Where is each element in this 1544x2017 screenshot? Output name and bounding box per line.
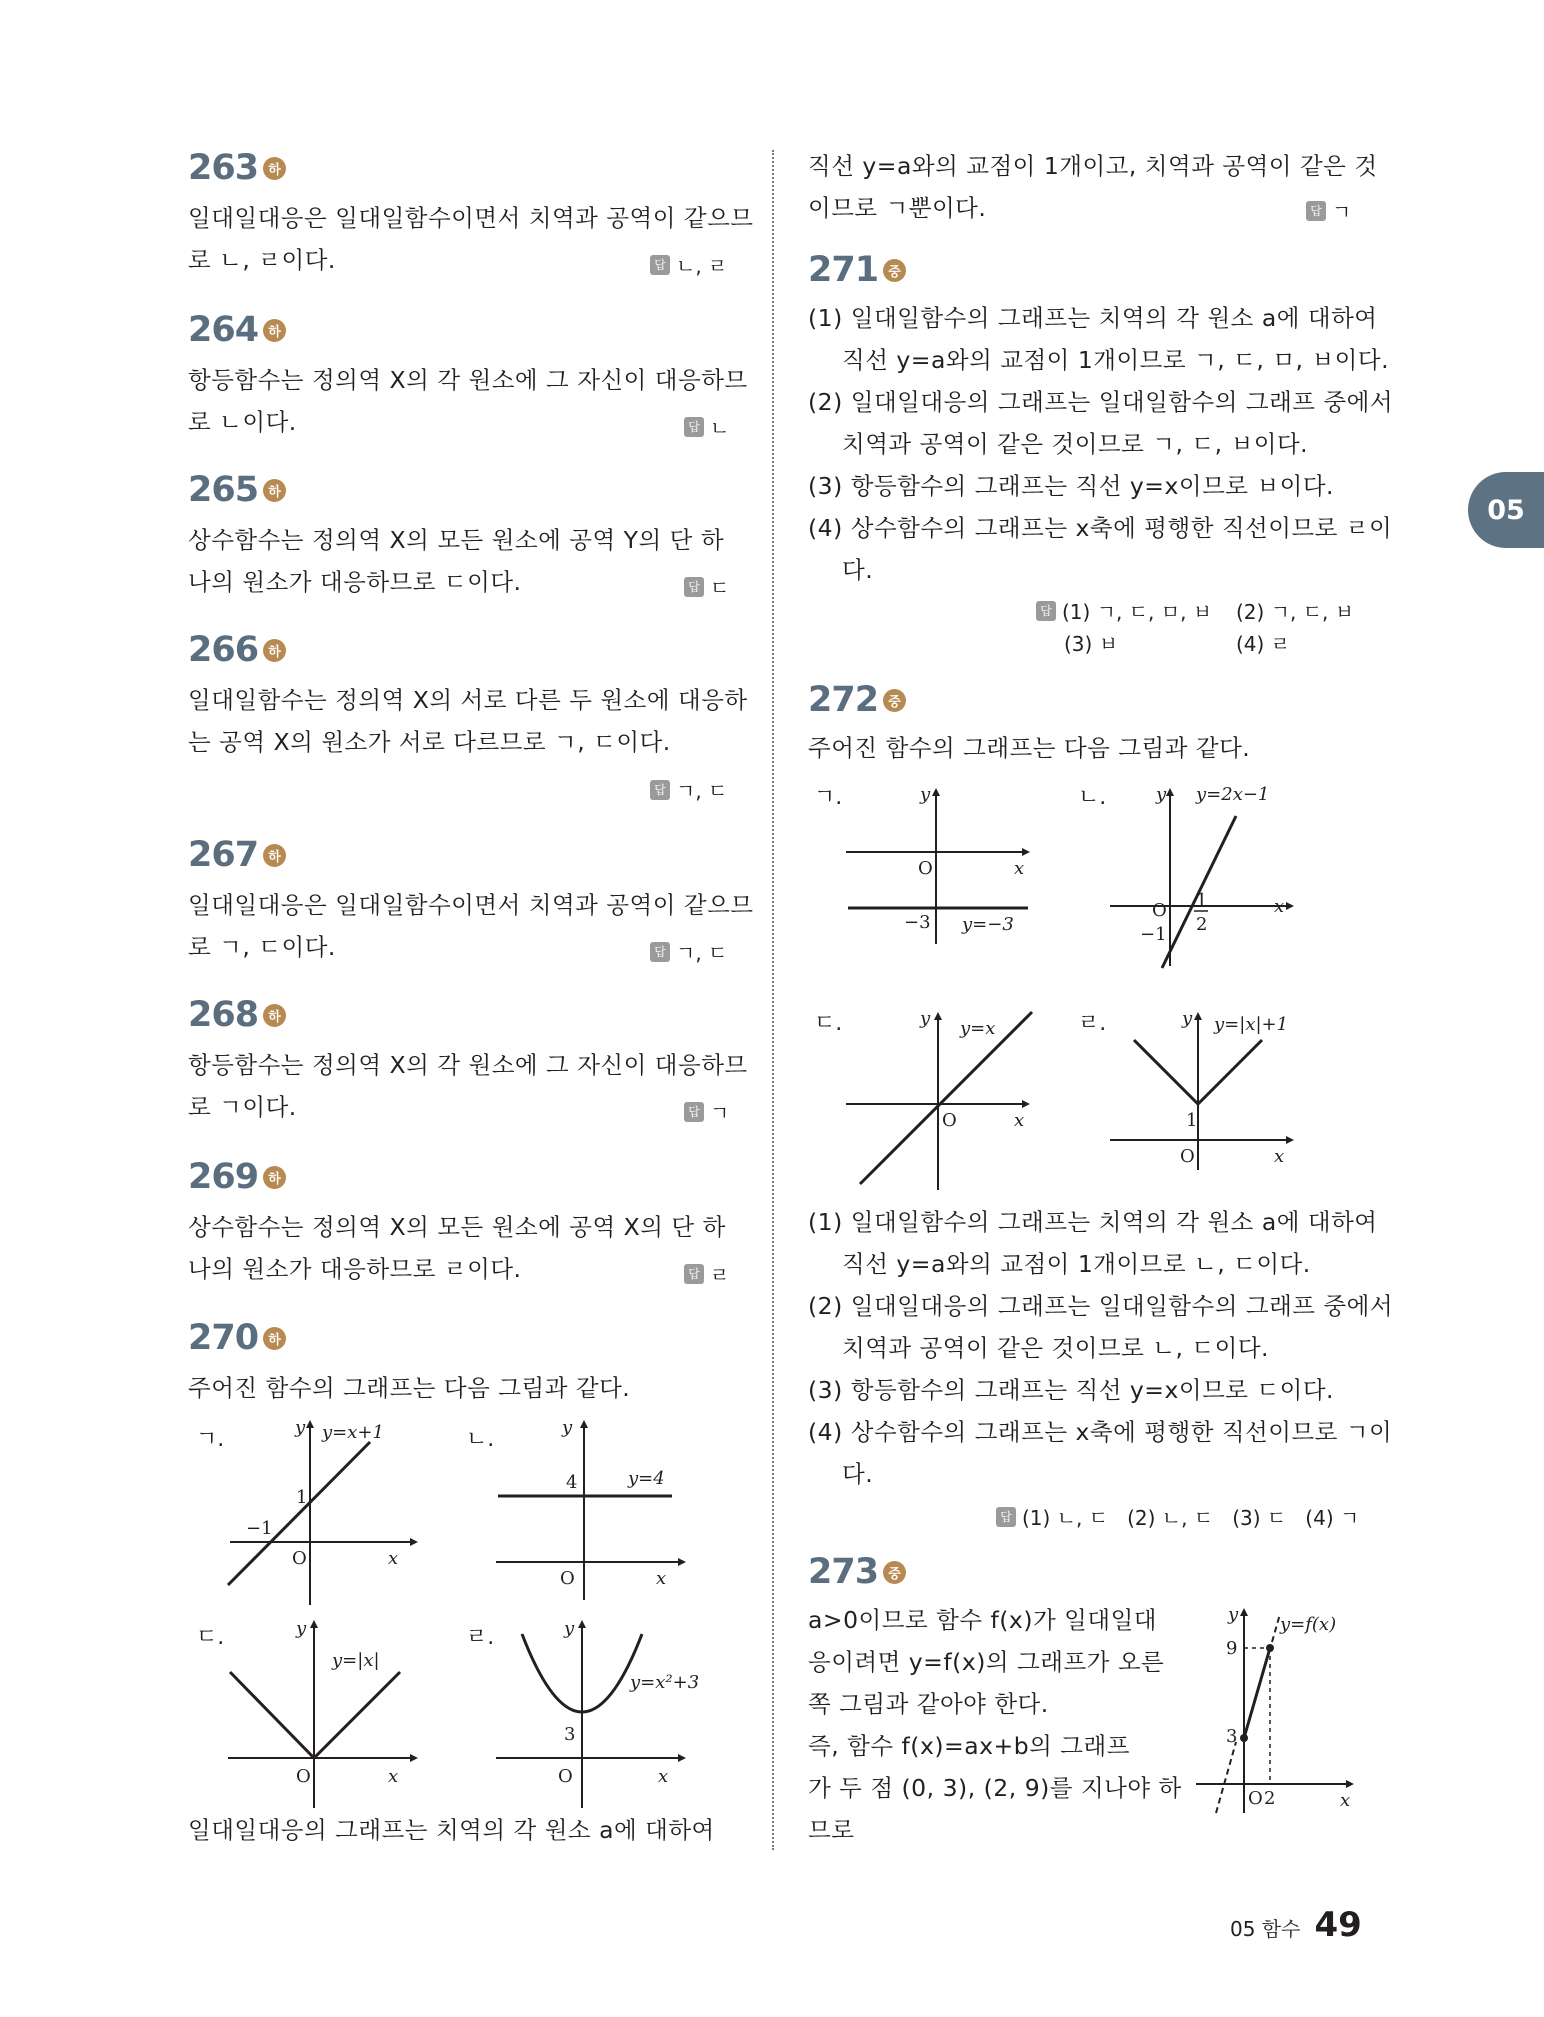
y-label: y — [1156, 784, 1167, 805]
answer-text: ㄱ, ㄷ — [676, 779, 728, 803]
solution-line: 일대일대응의 그래프는 치역의 각 원소 a에 대하여 — [188, 1816, 715, 1844]
solution-line: (4) 상수함수의 그래프는 x축에 평행한 직선이므로 ㄱ이 — [808, 1418, 1393, 1446]
answer — [1306, 196, 1351, 225]
answer-text: ㄴ, ㄹ — [676, 254, 728, 278]
problem-number-text: 273 — [808, 1552, 879, 1592]
point — [1240, 1734, 1248, 1742]
x-axis-arrow — [410, 1538, 418, 1546]
problem-number — [188, 1157, 286, 1197]
solution-line: 주어진 함수의 그래프는 다음 그림과 같다. — [188, 1374, 631, 1402]
problem-number-text: 265 — [188, 470, 259, 510]
solution-line: 다. — [842, 1460, 874, 1488]
tick-label: 2 — [1264, 1788, 1276, 1809]
x-label: x — [1014, 858, 1025, 879]
y-axis-arrow — [1240, 1608, 1248, 1616]
y-axis-arrow — [932, 788, 940, 796]
answer-text: ㄴ — [710, 416, 730, 440]
page-number: 49 — [1314, 1905, 1362, 1945]
answer-text: (1) ㄴ, ㄷ (2) ㄴ, ㄷ (3) ㄷ (4) ㄱ — [1022, 1506, 1360, 1530]
problem-number — [808, 250, 906, 290]
graph-272-a — [846, 784, 1036, 948]
solution-line: 이므로 ㄱ뿐이다. — [808, 194, 987, 222]
problem-number-text: 270 — [188, 1318, 259, 1358]
y-axis-arrow — [310, 1620, 318, 1628]
solution-line: 상수함수는 정의역 X의 모든 원소에 공역 X의 단 하 — [188, 1213, 726, 1241]
x-label: x — [1340, 1790, 1351, 1811]
tick-label: 3 — [564, 1724, 576, 1745]
x-label: x — [388, 1548, 399, 1569]
origin-label: O — [1180, 1146, 1195, 1167]
origin-label: O — [296, 1766, 311, 1787]
tick-label: 3 — [1226, 1726, 1238, 1747]
level-badge: 중 — [883, 689, 906, 712]
answer — [684, 412, 729, 441]
dashed-extension — [1272, 1614, 1280, 1642]
tick-label: 1 — [1186, 1110, 1198, 1131]
problem-number — [188, 1318, 286, 1358]
x-axis-arrow — [678, 1754, 686, 1762]
column-divider — [772, 150, 774, 1850]
solution-line: 로 ㄴ이다. — [188, 408, 297, 436]
answer-mark: 답 — [684, 1264, 704, 1284]
tick-label: −3 — [904, 912, 931, 933]
solution-line: 가 두 점 (0, 3), (2, 9)를 지나야 하 — [808, 1774, 1182, 1802]
answer-text: (4) ㄹ — [1236, 632, 1291, 656]
level-badge: 중 — [883, 259, 906, 282]
x-label: x — [658, 1766, 669, 1787]
y-label: y — [1228, 1604, 1239, 1625]
solution-line: 항등함수는 정의역 X의 각 원소에 그 자신이 대응하므 — [188, 366, 748, 394]
function-label: y=2x−1 — [1196, 784, 1270, 805]
problem-number — [188, 835, 286, 875]
y-axis-arrow — [306, 1420, 314, 1428]
graph-270-c — [220, 1620, 420, 1820]
solution-line: 는 공역 X의 원소가 서로 다르므로 ㄱ, ㄷ이다. — [188, 728, 671, 756]
graph-mark: ㄷ. — [814, 1011, 843, 1036]
answer — [996, 1502, 1359, 1531]
answer — [650, 937, 727, 966]
level-badge: 하 — [263, 844, 286, 867]
solution-line: 직선 y=a와의 교점이 1개이므로 ㄱ, ㄷ, ㅁ, ㅂ이다. — [842, 346, 1390, 374]
answer — [1064, 628, 1118, 657]
solution-line: 치역과 공역이 같은 것이므로 ㄱ, ㄷ, ㅂ이다. — [842, 430, 1309, 458]
answer-mark: 답 — [684, 577, 704, 597]
solution-line: (4) 상수함수의 그래프는 x축에 평행한 직선이므로 ㄹ이 — [808, 514, 1393, 542]
answer — [650, 775, 727, 804]
tick-label: 2 — [1196, 914, 1208, 935]
graph-272-d — [1110, 1008, 1300, 1172]
solution-line: 다. — [842, 556, 874, 584]
problem-number — [188, 148, 286, 188]
y-label: y — [1182, 1008, 1193, 1029]
problem-number — [188, 470, 286, 510]
answer-text: ㄱ — [710, 1101, 730, 1125]
x-label: x — [388, 1766, 399, 1787]
answer-mark: 답 — [1036, 601, 1056, 621]
problem-number-text: 271 — [808, 250, 879, 290]
graph-272-c — [846, 1008, 1036, 1192]
function-label: y=x+1 — [322, 1422, 384, 1443]
answer — [1036, 596, 1212, 625]
problem-number — [808, 680, 906, 720]
x-axis-arrow — [1346, 1780, 1354, 1788]
graph-270-b — [496, 1417, 686, 1610]
level-badge: 하 — [263, 479, 286, 502]
solution-line: 쪽 그림과 같아야 한다. — [808, 1690, 1049, 1718]
x-label: x — [1274, 1146, 1285, 1167]
origin-label: O — [558, 1766, 573, 1787]
problem-number-text: 269 — [188, 1157, 259, 1197]
level-badge: 하 — [263, 1004, 286, 1027]
function-label: y=x²+3 — [630, 1672, 700, 1693]
graph-272-b — [1110, 784, 1300, 968]
solution-line: 항등함수는 정의역 X의 각 원소에 그 자신이 대응하므 — [188, 1051, 748, 1079]
problem-number — [808, 1552, 906, 1592]
function-label: y=|x|+1 — [1214, 1014, 1289, 1035]
x-axis-arrow — [1022, 1100, 1030, 1108]
solution-line: (1) 일대일함수의 그래프는 치역의 각 원소 a에 대하여 — [808, 1208, 1378, 1236]
answer-text: (2) ㄱ, ㄷ, ㅂ — [1236, 600, 1355, 624]
function-label: y=x — [960, 1018, 996, 1039]
origin-label: O — [292, 1548, 307, 1569]
y-axis-arrow — [1194, 1012, 1202, 1020]
answer-mark: 답 — [1306, 201, 1326, 221]
solution-line: (3) 항등함수의 그래프는 직선 y=x이므로 ㄷ이다. — [808, 1376, 1335, 1404]
solution-line: 일대일함수는 정의역 X의 서로 다른 두 원소에 대응하 — [188, 686, 748, 714]
y-axis-arrow — [580, 1420, 588, 1428]
x-label: x — [656, 1568, 667, 1589]
graph-line — [860, 1012, 1032, 1184]
solution-line: 일대일대응은 일대일함수이면서 치역과 공역이 같으므 — [188, 204, 754, 232]
solution-line: 상수함수는 정의역 X의 모든 원소에 공역 Y의 단 하 — [188, 526, 725, 554]
answer-mark: 답 — [684, 417, 704, 437]
dashed-extension — [1216, 1742, 1236, 1813]
y-label: y — [562, 1417, 573, 1438]
y-axis-arrow — [934, 1012, 942, 1020]
answer-text: (1) ㄱ, ㄷ, ㅁ, ㅂ — [1062, 600, 1213, 624]
tick-label: 4 — [566, 1472, 578, 1493]
solution-line: (2) 일대일대응의 그래프는 일대일함수의 그래프 중에서 — [808, 388, 1394, 416]
solution-line: 주어진 함수의 그래프는 다음 그림과 같다. — [808, 734, 1251, 762]
origin-label: O — [1248, 1788, 1263, 1809]
answer — [1236, 596, 1354, 625]
level-badge: 중 — [883, 1561, 906, 1584]
problem-number-text: 272 — [808, 680, 879, 720]
problem-number-text: 263 — [188, 148, 259, 188]
graph-270-a — [220, 1417, 420, 1610]
y-label: y — [920, 784, 931, 805]
answer-mark: 답 — [650, 255, 670, 275]
origin-label: O — [560, 1568, 575, 1589]
answer — [684, 1259, 729, 1288]
tick-label: 9 — [1226, 1638, 1238, 1659]
y-label: y — [296, 1618, 307, 1639]
problem-number — [188, 310, 286, 350]
y-label: y — [920, 1008, 931, 1029]
solution-line: 나의 원소가 대응하므로 ㄹ이다. — [188, 1255, 522, 1283]
y-axis-arrow — [578, 1620, 586, 1628]
function-label: y=4 — [628, 1468, 665, 1489]
solution-line: 직선 y=a와의 교점이 1개이므로 ㄴ, ㄷ이다. — [842, 1250, 1311, 1278]
level-badge: 하 — [263, 1166, 286, 1189]
problem-number — [188, 995, 286, 1035]
solution-line: (3) 항등함수의 그래프는 직선 y=x이므로 ㅂ이다. — [808, 472, 1335, 500]
solution-line: (1) 일대일함수의 그래프는 치역의 각 원소 a에 대하여 — [808, 304, 1378, 332]
level-badge: 하 — [263, 157, 286, 180]
graph-segment — [1244, 1648, 1270, 1738]
tick-label: −1 — [1140, 924, 1167, 945]
x-axis-arrow — [1022, 848, 1030, 856]
solution-line: 일대일대응은 일대일함수이면서 치역과 공역이 같으므 — [188, 891, 754, 919]
graph-mark: ㄴ. — [466, 1427, 495, 1452]
solution-line: 나의 원소가 대응하므로 ㄷ이다. — [188, 568, 522, 596]
graph-mark: ㄹ. — [1078, 1011, 1107, 1036]
y-axis-arrow — [1166, 788, 1174, 796]
point — [1266, 1644, 1274, 1652]
level-badge: 하 — [263, 1327, 286, 1350]
tick-label: −1 — [246, 1518, 273, 1539]
x-axis-arrow — [410, 1754, 418, 1762]
answer-text: ㄹ — [710, 1263, 730, 1287]
solution-line: a>0이므로 함수 f(x)가 일대일대 — [808, 1606, 1157, 1634]
graph-mark: ㄹ. — [466, 1625, 495, 1650]
solution-line: (2) 일대일대응의 그래프는 일대일함수의 그래프 중에서 — [808, 1292, 1394, 1320]
solution-line: 로 ㄱ, ㄷ이다. — [188, 933, 336, 961]
answer-mark: 답 — [996, 1507, 1016, 1527]
problem-number-text: 266 — [188, 630, 259, 670]
answer — [650, 250, 727, 279]
answer — [684, 572, 729, 601]
origin-label: O — [942, 1110, 957, 1131]
y-label: y — [564, 1618, 575, 1639]
graph-mark: ㄷ. — [196, 1625, 225, 1650]
answer-mark: 답 — [684, 1102, 704, 1122]
function-label: y=f(x) — [1280, 1614, 1337, 1635]
level-badge: 하 — [263, 639, 286, 662]
answer-text: ㄱ, ㄷ — [676, 941, 728, 965]
tick-label: 1 — [1196, 890, 1208, 911]
solution-line: 치역과 공역이 같은 것이므로 ㄴ, ㄷ이다. — [842, 1334, 1270, 1362]
solution-line: 응이려면 y=f(x)의 그래프가 오른 — [808, 1648, 1165, 1676]
problem-number — [188, 630, 286, 670]
answer — [1236, 628, 1290, 657]
answer-text: ㄷ — [710, 576, 730, 600]
graph-mark: ㄴ. — [1078, 785, 1107, 810]
tick-label: 1 — [296, 1487, 308, 1508]
chapter-tab[interactable]: 05 — [1468, 472, 1544, 548]
problem-number-text: 264 — [188, 310, 259, 350]
answer-text: (3) ㅂ — [1064, 632, 1119, 656]
graph-mark: ㄱ. — [814, 785, 843, 810]
origin-label: O — [918, 858, 933, 879]
graph-mark: ㄱ. — [196, 1427, 225, 1452]
graph-270-d — [496, 1618, 700, 1820]
problem-number-text: 268 — [188, 995, 259, 1035]
x-axis-arrow — [678, 1558, 686, 1566]
function-label: y=|x| — [332, 1650, 380, 1671]
answer — [684, 1097, 729, 1126]
x-axis-arrow — [1286, 1136, 1294, 1144]
x-label: x — [1014, 1110, 1025, 1131]
graph-273 — [1196, 1604, 1356, 1818]
y-label: y — [295, 1417, 306, 1438]
answer-text: ㄱ — [1332, 200, 1352, 224]
problem-number-text: 267 — [188, 835, 259, 875]
answer-mark: 답 — [650, 780, 670, 800]
solution-line: 직선 y=a와의 교점이 1개이고, 치역과 공역이 같은 것 — [808, 152, 1378, 180]
x-axis-arrow — [1286, 902, 1294, 910]
level-badge: 하 — [263, 319, 286, 342]
origin-label: O — [1152, 900, 1167, 921]
solution-line: 므로 — [808, 1816, 855, 1844]
answer-mark: 답 — [650, 942, 670, 962]
x-label: x — [1274, 896, 1285, 917]
solution-line: 로 ㄱ이다. — [188, 1093, 297, 1121]
solution-line: 로 ㄴ, ㄹ이다. — [188, 246, 336, 274]
page-footer — [1230, 1905, 1362, 1945]
function-label: y=−3 — [962, 914, 1014, 935]
solution-line: 즉, 함수 f(x)=ax+b의 그래프 — [808, 1732, 1130, 1760]
chapter-label: 05 함수 — [1230, 1917, 1301, 1941]
